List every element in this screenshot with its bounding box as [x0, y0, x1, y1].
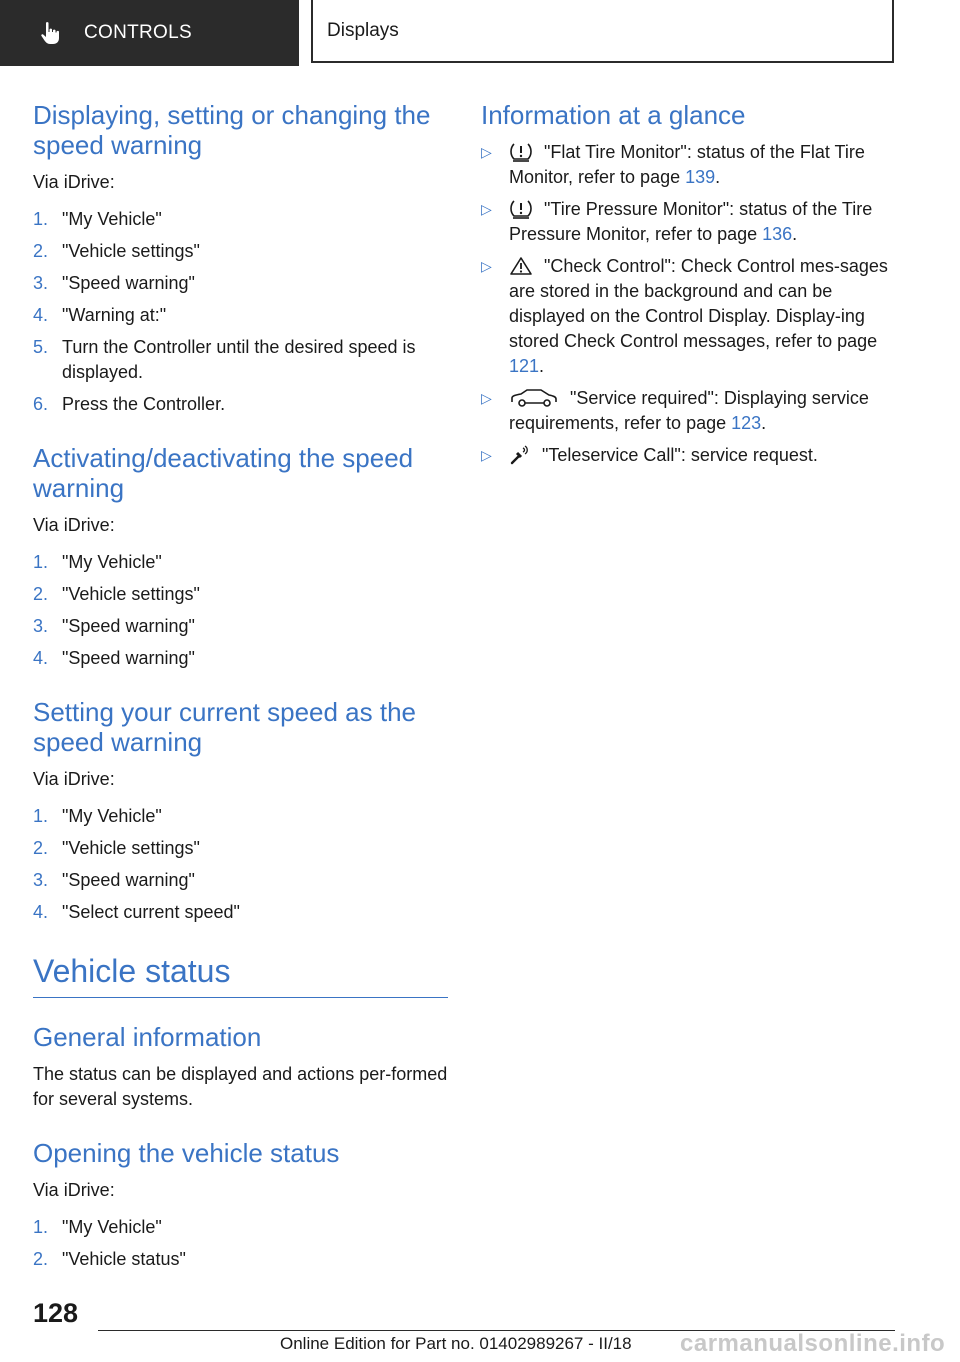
- list-item: [481, 443, 901, 468]
- step-text: "Speed warning": [62, 870, 195, 890]
- step-number: 2.: [33, 1249, 49, 1269]
- tire-pressure-warning-icon: [509, 199, 533, 219]
- list-item: [33, 271, 448, 296]
- step-text: "Vehicle settings": [62, 584, 200, 604]
- chapter-title-block: [33, 951, 448, 998]
- step-number: 2.: [33, 241, 49, 261]
- steps-list: [33, 804, 448, 925]
- list-item: [33, 900, 448, 925]
- section-speed-warning-setting: [33, 100, 448, 417]
- list-item: [481, 254, 901, 379]
- warning-triangle-icon: [509, 256, 533, 276]
- page-link[interactable]: 121: [509, 356, 540, 376]
- section-tab: [0, 0, 299, 66]
- tire-pressure-warning-icon: [509, 142, 533, 162]
- item-end: .: [761, 413, 767, 433]
- list-item: [481, 140, 901, 190]
- page-link[interactable]: 123: [731, 413, 762, 433]
- step-number: 1.: [33, 552, 49, 572]
- step-text: "Vehicle status": [62, 1249, 186, 1269]
- page-link[interactable]: 139: [685, 167, 716, 187]
- step-number: 2.: [33, 584, 49, 604]
- step-text: "My Vehicle": [62, 1217, 162, 1237]
- right-column: [481, 100, 901, 475]
- item-text: "Service required": Displaying service requirements, refer to page: [509, 388, 869, 433]
- step-text: Press the Controller.: [62, 394, 226, 414]
- step-text: "My Vehicle": [62, 806, 162, 826]
- chapter-title: Vehicle status: [33, 953, 231, 989]
- item-text: "Tire Pressure Monitor": status of the Tire Pressure Monitor, refer to page: [509, 199, 873, 244]
- car-service-icon: [509, 388, 559, 408]
- step-text: "Speed warning": [62, 273, 195, 293]
- intro-text: Via iDrive:: [33, 172, 115, 192]
- step-number: 1.: [33, 1217, 49, 1237]
- step-number: 3.: [33, 616, 49, 636]
- section-label: CONTROLS: [84, 22, 192, 43]
- section-opening-vehicle-status: [33, 1138, 448, 1272]
- step-number: 5.: [33, 337, 49, 357]
- list-item: [33, 646, 448, 671]
- section-general-information: [33, 1022, 448, 1112]
- step-number: 1.: [33, 806, 49, 826]
- step-text: Turn the Controller until the desired speed is displayed.: [62, 337, 416, 382]
- body-text: The status can be displayed and actions per-formed for several systems.: [33, 1064, 448, 1109]
- item-end: .: [792, 224, 798, 244]
- bullet-triangle: ▷: [481, 447, 492, 463]
- steps-list: [33, 1215, 448, 1272]
- section-heading: Activating/deactivating the speed warning: [33, 443, 414, 503]
- section-heading: Setting your current speed as the speed warning: [33, 697, 417, 757]
- list-item: [481, 197, 901, 247]
- step-text: "My Vehicle": [62, 209, 162, 229]
- list-item: [33, 804, 448, 829]
- info-list: [481, 140, 901, 468]
- list-item: [33, 868, 448, 893]
- step-text: "Select current speed": [62, 902, 240, 922]
- list-item: [33, 207, 448, 232]
- intro-text: Via iDrive:: [33, 1180, 115, 1200]
- step-text: "Vehicle settings": [62, 838, 200, 858]
- steps-list: [33, 550, 448, 671]
- step-text: "Warning at:": [62, 305, 167, 325]
- step-number: 3.: [33, 870, 49, 890]
- step-number: 2.: [33, 838, 49, 858]
- item-text: "Flat Tire Monitor": status of the Flat Tire Monitor, refer to page: [509, 142, 865, 187]
- section-speed-warning-toggle: [33, 443, 448, 671]
- step-number: 1.: [33, 209, 49, 229]
- chapter-tab: [311, 0, 894, 63]
- step-text: "My Vehicle": [62, 552, 162, 572]
- step-text: "Vehicle settings": [62, 241, 200, 261]
- list-item: [33, 836, 448, 861]
- page-header: [0, 0, 960, 66]
- step-text: "Speed warning": [62, 648, 195, 668]
- bullet-triangle: ▷: [481, 144, 492, 160]
- bullet-triangle: ▷: [481, 258, 492, 274]
- list-item: [33, 239, 448, 264]
- chapter-label: Displays: [327, 19, 399, 41]
- wrench-call-icon: [509, 445, 531, 465]
- list-item: [33, 1247, 448, 1272]
- left-column: [33, 100, 448, 1298]
- step-number: 4.: [33, 305, 49, 325]
- item-text: "Check Control": Check Control mes-sages are stored in the background and can be displayed on the Control Display. Display-ing stored Check Control messages, refer to page: [509, 256, 888, 351]
- section-current-speed: [33, 697, 448, 925]
- bullet-triangle: ▷: [481, 390, 492, 406]
- edition-text: Online Edition for Part no. 01402989267 - II/18: [280, 1334, 632, 1353]
- page-link[interactable]: 136: [762, 224, 793, 244]
- hand-pointer-icon: [40, 21, 62, 45]
- steps-list: [33, 207, 448, 417]
- step-text: "Speed warning": [62, 616, 195, 636]
- intro-text: Via iDrive:: [33, 515, 115, 535]
- watermark-logo: carmanualsonline.info: [680, 1330, 946, 1357]
- list-item: [33, 550, 448, 575]
- list-item: [33, 392, 448, 417]
- section-heading: Information at a glance: [481, 100, 746, 130]
- list-item: [481, 386, 901, 436]
- section-heading: Opening the vehicle status: [33, 1138, 340, 1168]
- item-text: "Teleservice Call": service request.: [537, 445, 818, 465]
- step-number: 4.: [33, 648, 49, 668]
- bullet-triangle: ▷: [481, 201, 492, 217]
- intro-text: Via iDrive:: [33, 769, 115, 789]
- section-heading: Displaying, setting or changing the speed warning: [33, 100, 431, 160]
- page-number: 128: [33, 1298, 79, 1328]
- section-heading: General information: [33, 1022, 262, 1052]
- step-number: 3.: [33, 273, 49, 293]
- list-item: [33, 582, 448, 607]
- list-item: [33, 303, 448, 328]
- list-item: [33, 614, 448, 639]
- item-end: .: [539, 356, 545, 376]
- list-item: [33, 1215, 448, 1240]
- item-end: .: [715, 167, 721, 187]
- step-number: 6.: [33, 394, 49, 414]
- step-number: 4.: [33, 902, 49, 922]
- list-item: [33, 335, 448, 385]
